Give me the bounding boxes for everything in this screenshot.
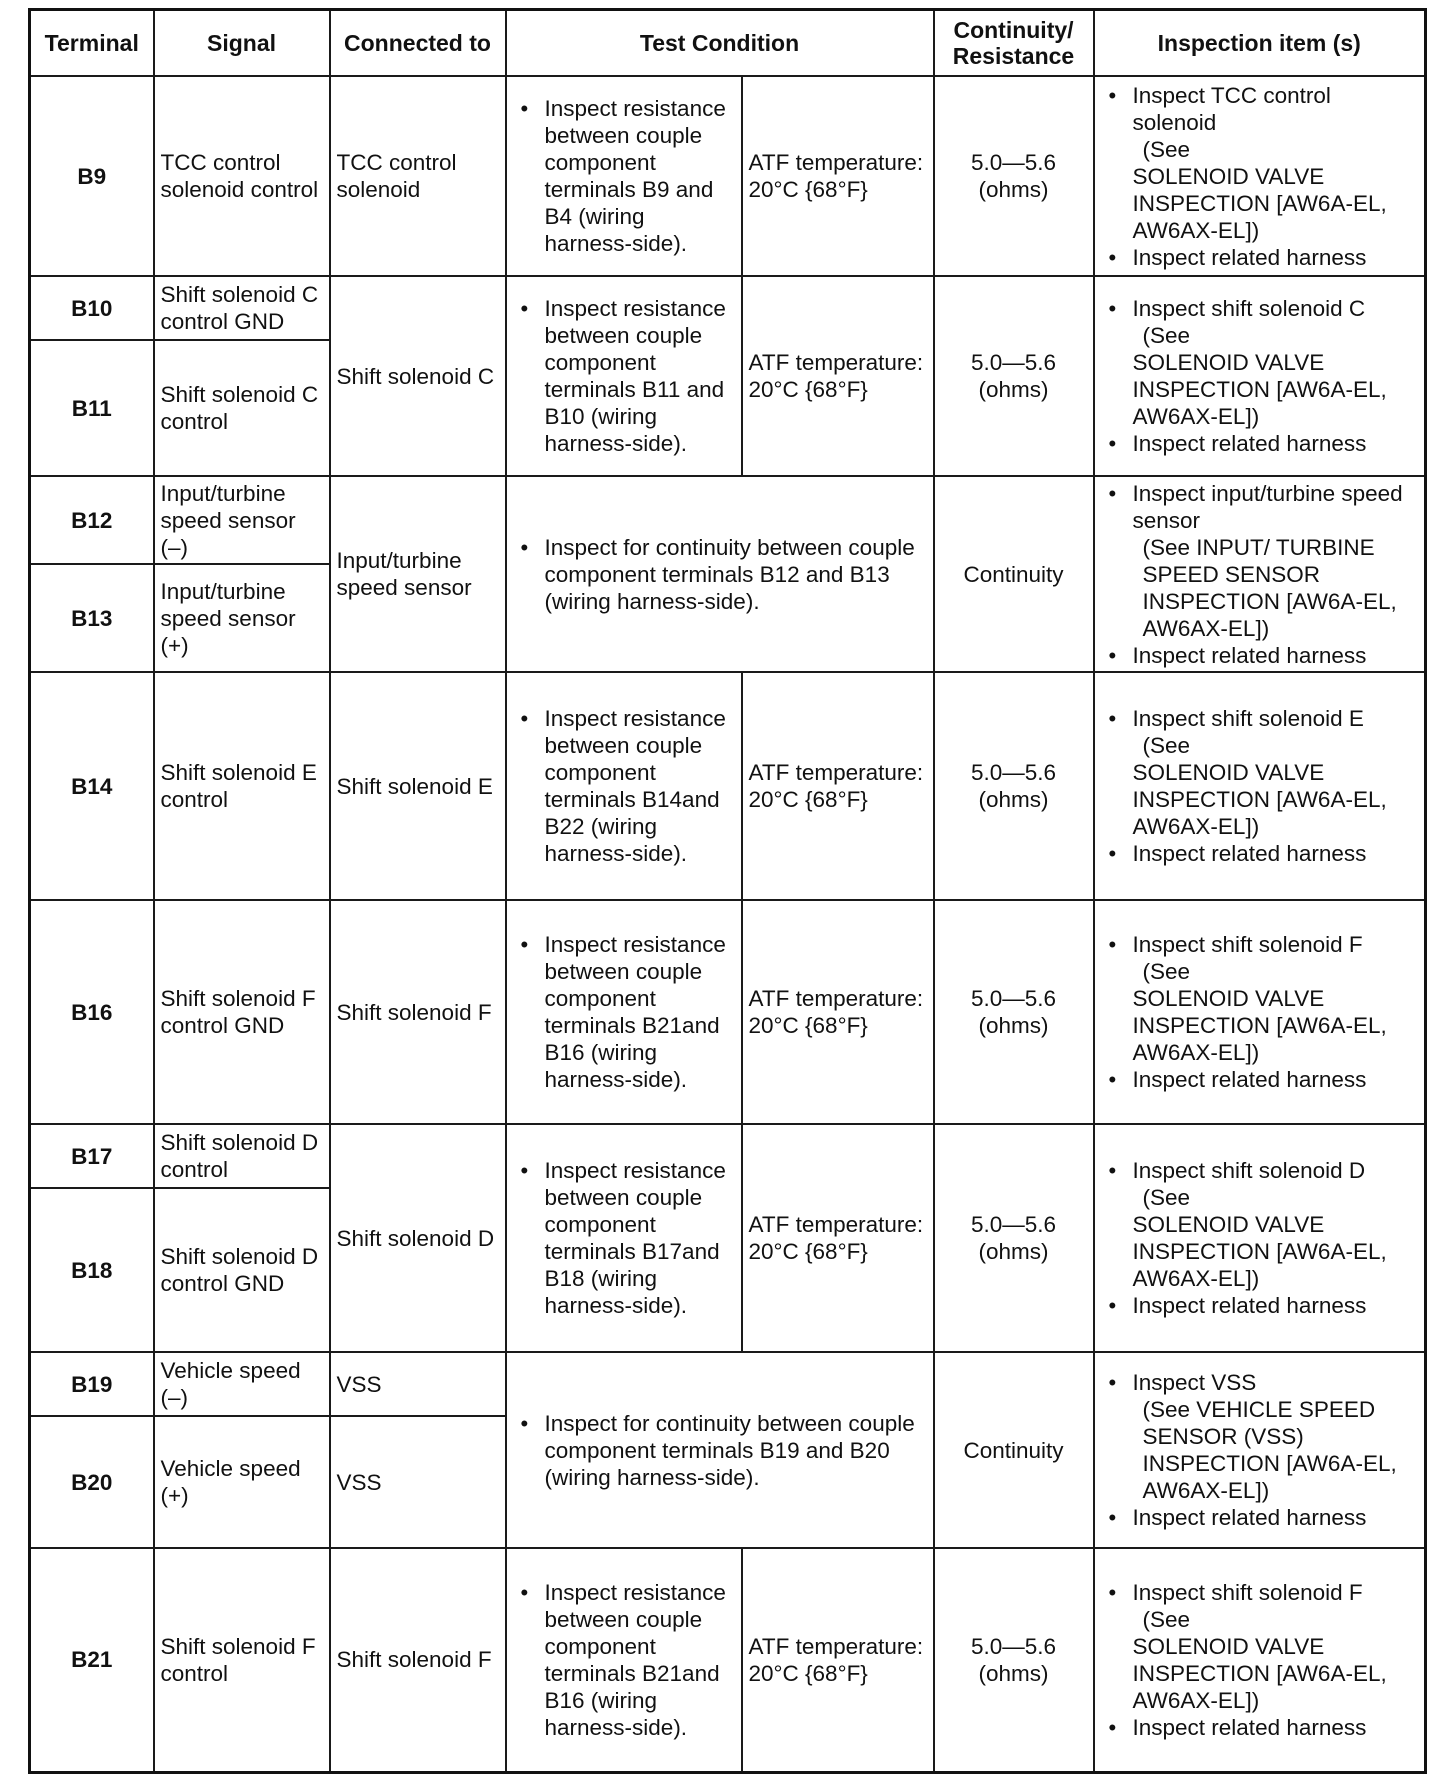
test-condition-cell [506, 1124, 742, 1352]
table-row [30, 900, 1426, 1124]
see-label: (See [1142, 959, 1191, 984]
resistance-cell: 5.0—5.6 (ohms) [934, 1548, 1094, 1772]
inspection-cell [1094, 1548, 1426, 1772]
list-item [1101, 931, 1419, 1066]
reference-link[interactable]: SOLENOID VALVE INSPECTION [AW6A-EL, AW6AX-EL]) [1132, 1212, 1387, 1291]
reference-link[interactable]: SOLENOID VALVE INSPECTION [AW6A-EL, AW6AX-EL]) [1132, 1633, 1387, 1713]
signal-cell: Vehicle speed (–) [154, 1352, 330, 1416]
reference-link[interactable]: SOLENOID VALVE INSPECTION [AW6A-EL, AW6AX-EL]) [1132, 760, 1387, 839]
signal-cell: Shift solenoid C control [154, 340, 330, 476]
continuity-cell: Continuity [934, 476, 1094, 672]
resistance-cell: 5.0—5.6 (ohms) [934, 76, 1094, 276]
signal-cell: Input/turbine speed sensor (–) [154, 476, 330, 564]
terminal-inspection-sheet [28, 8, 1424, 1774]
header-test-condition: Test Condition [506, 10, 934, 77]
list-item [1101, 480, 1419, 642]
list-item: • Inspect resistance between couple component terminals B21and B16 (wiring harness-side). [513, 1579, 735, 1741]
header-signal: Signal [154, 10, 330, 77]
continuity-cell: Continuity [934, 1352, 1094, 1548]
connected-cell: Shift solenoid F [330, 900, 506, 1124]
terminal-cell: B12 [30, 476, 154, 564]
list-item: • Inspect related harness [1101, 1504, 1419, 1531]
list-item: • Inspect related harness [1101, 1292, 1419, 1319]
connected-cell: VSS [330, 1416, 506, 1548]
inspection-cell [1094, 1352, 1426, 1548]
header-continuity-resistance: Continuity/ Resistance [934, 10, 1094, 77]
list-item: • Inspect related harness [1101, 840, 1419, 867]
reference-link[interactable]: SOLENOID VALVE INSPECTION [AW6A-EL, AW6AX-EL]) [1132, 986, 1387, 1065]
inspection-item-label: Inspect shift solenoid E [1132, 706, 1364, 731]
list-item [1101, 295, 1419, 430]
signal-cell: Shift solenoid D control [154, 1124, 330, 1188]
header-connected-to: Connected to [330, 10, 506, 77]
see-label: (See [1142, 136, 1191, 162]
inspection-cell [1094, 672, 1426, 900]
reference-link[interactable]: SOLENOID VALVE INSPECTION [AW6A-EL, AW6AX-EL]) [1132, 163, 1387, 243]
signal-cell: Vehicle speed (+) [154, 1416, 330, 1548]
list-item: • Inspect for continuity between couple component terminals B12 and B13 (wiring harness-side). [513, 534, 927, 615]
terminal-cell: B14 [30, 672, 154, 900]
inspection-item-label: Inspect TCC control solenoid [1132, 82, 1331, 135]
connected-cell: Shift solenoid C [330, 276, 506, 476]
inspection-cell [1094, 476, 1426, 672]
terminal-cell: B10 [30, 276, 154, 340]
connected-cell: VSS [330, 1352, 506, 1416]
atf-temperature-cell: ATF temperature: 20°C {68°F} [742, 76, 934, 276]
atf-temperature-cell: ATF temperature: 20°C {68°F} [742, 672, 934, 900]
connected-cell: Shift solenoid E [330, 672, 506, 900]
inspection-cell [1094, 76, 1426, 276]
list-item: • Inspect related harness [1101, 1066, 1419, 1093]
list-item: • Inspect resistance between couple component terminals B14and B22 (wiring harness-side). [513, 705, 735, 867]
inspection-cell [1094, 276, 1426, 476]
terminal-cell: B19 [30, 1352, 154, 1416]
terminal-cell: B13 [30, 564, 154, 672]
signal-cell: TCC control solenoid control [154, 76, 330, 276]
table-row [30, 1124, 1426, 1188]
see-label: (See [1142, 1606, 1191, 1632]
connected-cell: TCC control solenoid [330, 76, 506, 276]
test-condition-cell [506, 672, 742, 900]
terminal-cell: B18 [30, 1188, 154, 1352]
test-condition-cell [506, 1352, 934, 1548]
list-item: • Inspect related harness [1101, 244, 1419, 271]
see-label: (See [1142, 733, 1191, 758]
connected-cell: Input/turbine speed sensor [330, 476, 506, 672]
inspection-item-label: Inspect VSS [1132, 1370, 1257, 1395]
inspection-cell [1094, 900, 1426, 1124]
signal-cell: Shift solenoid C control GND [154, 276, 330, 340]
header-inspection-items: Inspection item (s) [1094, 10, 1426, 77]
list-item: • Inspect resistance between couple component terminals B17and B18 (wiring harness-side). [513, 1157, 735, 1319]
resistance-cell: 5.0—5.6 (ohms) [934, 672, 1094, 900]
list-item: • Inspect related harness [1101, 1714, 1419, 1741]
see-label: (See [1142, 1185, 1191, 1210]
signal-cell: Shift solenoid D control GND [154, 1188, 330, 1352]
list-item [1101, 705, 1419, 840]
list-item: • Inspect resistance between couple component terminals B21and B16 (wiring harness-side). [513, 931, 735, 1093]
table-header [30, 10, 1426, 77]
inspection-item-label: Inspect shift solenoid C [1132, 296, 1366, 321]
resistance-cell: 5.0—5.6 (ohms) [934, 900, 1094, 1124]
signal-cell: Shift solenoid F control [154, 1548, 330, 1772]
inspection-item-label: Inspect shift solenoid F [1132, 1579, 1363, 1605]
list-item: • Inspect resistance between couple component terminals B9 and B4 (wiring harness-side). [513, 95, 735, 257]
list-item: • Inspect related harness [1101, 430, 1419, 457]
signal-cell: Shift solenoid F control GND [154, 900, 330, 1124]
list-item [1101, 1369, 1419, 1504]
table-row [30, 76, 1426, 276]
terminal-cell: B16 [30, 900, 154, 1124]
inspection-item-label: Inspect shift solenoid F [1132, 932, 1363, 957]
terminal-cell: B9 [30, 76, 154, 276]
list-item [1101, 1579, 1419, 1714]
test-condition-cell [506, 76, 742, 276]
inspection-item-label: Inspect shift solenoid D [1132, 1158, 1366, 1183]
atf-temperature-cell: ATF temperature: 20°C {68°F} [742, 276, 934, 476]
test-condition-cell [506, 276, 742, 476]
atf-temperature-cell: ATF temperature: 20°C {68°F} [742, 1548, 934, 1772]
table-row [30, 672, 1426, 900]
table-row [30, 1548, 1426, 1772]
list-item: • Inspect resistance between couple component terminals B11 and B10 (wiring harness-side). [513, 295, 735, 457]
reference-link[interactable]: (See VEHICLE SPEED SENSOR (VSS) INSPECTION [AW6A-EL, AW6AX-EL]) [1142, 1397, 1397, 1503]
list-item: • Inspect for continuity between couple component terminals B19 and B20 (wiring harness-side). [513, 1410, 927, 1491]
signal-cell: Input/turbine speed sensor (+) [154, 564, 330, 672]
atf-temperature-cell: ATF temperature: 20°C {68°F} [742, 1124, 934, 1352]
atf-temperature-cell: ATF temperature: 20°C {68°F} [742, 900, 934, 1124]
test-condition-cell [506, 476, 934, 672]
terminal-cell: B17 [30, 1124, 154, 1188]
reference-link[interactable]: (See INPUT/ TURBINE SPEED SENSOR INSPECTION [AW6A-EL, AW6AX-EL]) [1142, 534, 1397, 641]
connected-cell: Shift solenoid D [330, 1124, 506, 1352]
resistance-cell: 5.0—5.6 (ohms) [934, 1124, 1094, 1352]
inspection-item-label: Inspect input/turbine speed sensor [1132, 480, 1403, 533]
list-item [1101, 1157, 1419, 1292]
see-label: (See [1142, 323, 1191, 348]
test-condition-cell [506, 900, 742, 1124]
header-terminal: Terminal [30, 10, 154, 77]
reference-link[interactable]: SOLENOID VALVE INSPECTION [AW6A-EL, AW6AX-EL]) [1132, 350, 1387, 429]
table-row [30, 276, 1426, 340]
list-item: • Inspect related harness [1101, 642, 1419, 669]
connected-cell: Shift solenoid F [330, 1548, 506, 1772]
terminal-cell: B20 [30, 1416, 154, 1548]
inspection-cell [1094, 1124, 1426, 1352]
signal-cell: Shift solenoid E control [154, 672, 330, 900]
resistance-cell: 5.0—5.6 (ohms) [934, 276, 1094, 476]
list-item [1101, 82, 1419, 244]
terminal-cell: B11 [30, 340, 154, 476]
test-condition-cell [506, 1548, 742, 1772]
table-row [30, 1352, 1426, 1416]
table-row [30, 476, 1426, 564]
terminal-inspection-table [28, 8, 1427, 1774]
terminal-cell: B21 [30, 1548, 154, 1772]
